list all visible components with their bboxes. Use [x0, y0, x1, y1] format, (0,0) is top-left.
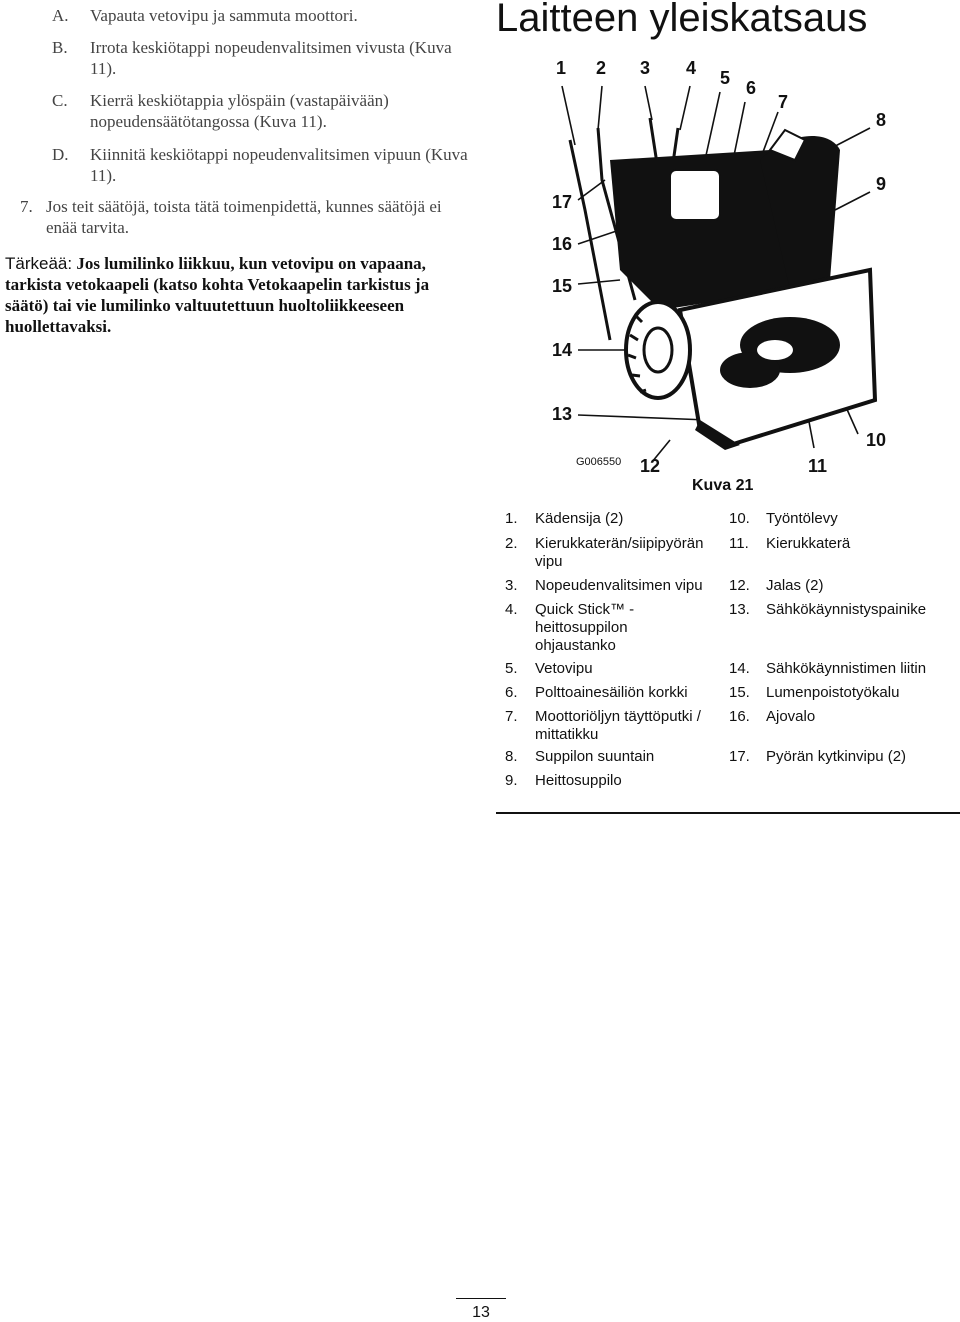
- legend-number: 15.: [729, 684, 750, 701]
- snowblower-figure: [540, 50, 940, 500]
- step-label: A.: [52, 6, 69, 25]
- callout-16: 16: [552, 234, 573, 254]
- legend-number: 17.: [729, 748, 750, 765]
- step-c: [52, 90, 472, 134]
- legend-number: 12.: [729, 577, 750, 594]
- legend-number: 8.: [505, 748, 518, 765]
- legend-text: Sähkökäynnistimen liitin: [766, 660, 927, 677]
- step-7: [20, 196, 480, 240]
- callout-12: 12: [640, 456, 661, 476]
- callout-1: 1: [556, 58, 567, 78]
- step-d: [52, 144, 472, 188]
- step-label: C.: [52, 91, 68, 110]
- legend-text: Lumenpoistotyökalu: [766, 684, 900, 701]
- section-title: Laitteen yleiskatsaus: [496, 0, 868, 40]
- legend-text: Polttoainesäiliön korkki: [535, 684, 688, 701]
- callout-17: 17: [552, 192, 573, 212]
- legend-text: Heittosuppilo: [535, 772, 622, 789]
- legend-number: 4.: [505, 601, 518, 618]
- legend-number: 16.: [729, 708, 750, 725]
- callout-13: 13: [552, 404, 573, 424]
- callout-9: 9: [876, 174, 887, 194]
- step-text: Jos teit säätöjä, toista tätä toimenpidettä, kunnes säätöjä ei enää tarvita.: [46, 197, 442, 237]
- legend-number: 9.: [505, 772, 518, 789]
- legend-text: Kädensija (2): [535, 510, 624, 527]
- step-b: [52, 37, 472, 81]
- step-label: B.: [52, 38, 68, 57]
- legend-number: 14.: [729, 660, 750, 677]
- step-text: Kiinnitä keskiötappi nopeudenvalitsimen vipuun (Kuva 11).: [90, 145, 468, 185]
- step-label: D.: [52, 145, 69, 164]
- legend-text: Nopeudenvalitsimen vipu: [535, 577, 703, 594]
- legend-text: Jalas (2): [766, 577, 824, 594]
- legend-text: Pyörän kytkinvipu (2): [766, 748, 907, 765]
- figure-caption: Kuva 21: [692, 477, 754, 494]
- figure-code: G006550: [576, 456, 622, 468]
- legend-number: 11.: [729, 535, 749, 552]
- legend-number: 7.: [505, 708, 518, 725]
- legend-number: 1.: [505, 510, 518, 527]
- important-heading: Tärkeää:: [5, 254, 73, 273]
- legend-text: Ajovalo: [766, 708, 816, 725]
- important-note: [5, 253, 475, 337]
- legend-text: Suppilon suuntain: [535, 748, 655, 765]
- callout-15: 15: [552, 276, 573, 296]
- legend-number: 3.: [505, 577, 518, 594]
- page-number: 13: [472, 1304, 490, 1321]
- callout-7: 7: [778, 92, 789, 112]
- callout-6: 6: [746, 78, 757, 98]
- callout-11: 11: [808, 456, 828, 476]
- page-number-rule: [456, 1298, 506, 1299]
- legend-text: Moottoriöljyn täyttöputki / mittatikku: [535, 708, 701, 743]
- legend-number: 6.: [505, 684, 518, 701]
- legend-text: Sähkökäynnistyspainike: [766, 601, 927, 618]
- callout-14: 14: [552, 340, 573, 360]
- step-text: Kierrä keskiötappia ylöspäin (vastapäivään) nopeudensäätötangossa (Kuva 11).: [90, 91, 389, 131]
- callout-4: 4: [686, 58, 697, 78]
- legend-number: 5.: [505, 660, 518, 677]
- legend-text: Kierukkaterä: [766, 535, 851, 552]
- legend-text: Quick Stick™ -heittosuppilon ohjaustanko: [535, 601, 635, 654]
- legend-number: 10.: [729, 510, 750, 527]
- legend-text: Kierukkaterän/siipipyörän vipu: [535, 535, 704, 570]
- legend-number: 13.: [729, 601, 750, 618]
- section-divider: [496, 812, 960, 814]
- callout-10: 10: [866, 430, 887, 450]
- callout-8: 8: [876, 110, 887, 130]
- legend-number: 2.: [505, 535, 518, 552]
- callout-2: 2: [596, 58, 607, 78]
- legend-text: Vetovipu: [535, 660, 593, 677]
- important-text: Jos lumilinko liikkuu, kun vetovipu on vapaana, tarkista vetokaapeli (katso kohta Vetokaapelin tarkistus ja säätö) tai vie lumilinko valtuutettuun huoltoliikkeeseen huollettavaksi.: [5, 254, 430, 336]
- legend-text: Työntölevy: [766, 510, 838, 527]
- step-label: 7.: [20, 197, 33, 216]
- step-text: Irrota keskiötappi nopeudenvalitsimen vivusta (Kuva 11).: [90, 38, 452, 78]
- step-text: Vapauta vetovipu ja sammuta moottori.: [90, 6, 358, 25]
- callout-5: 5: [720, 68, 731, 88]
- callout-3: 3: [640, 58, 651, 78]
